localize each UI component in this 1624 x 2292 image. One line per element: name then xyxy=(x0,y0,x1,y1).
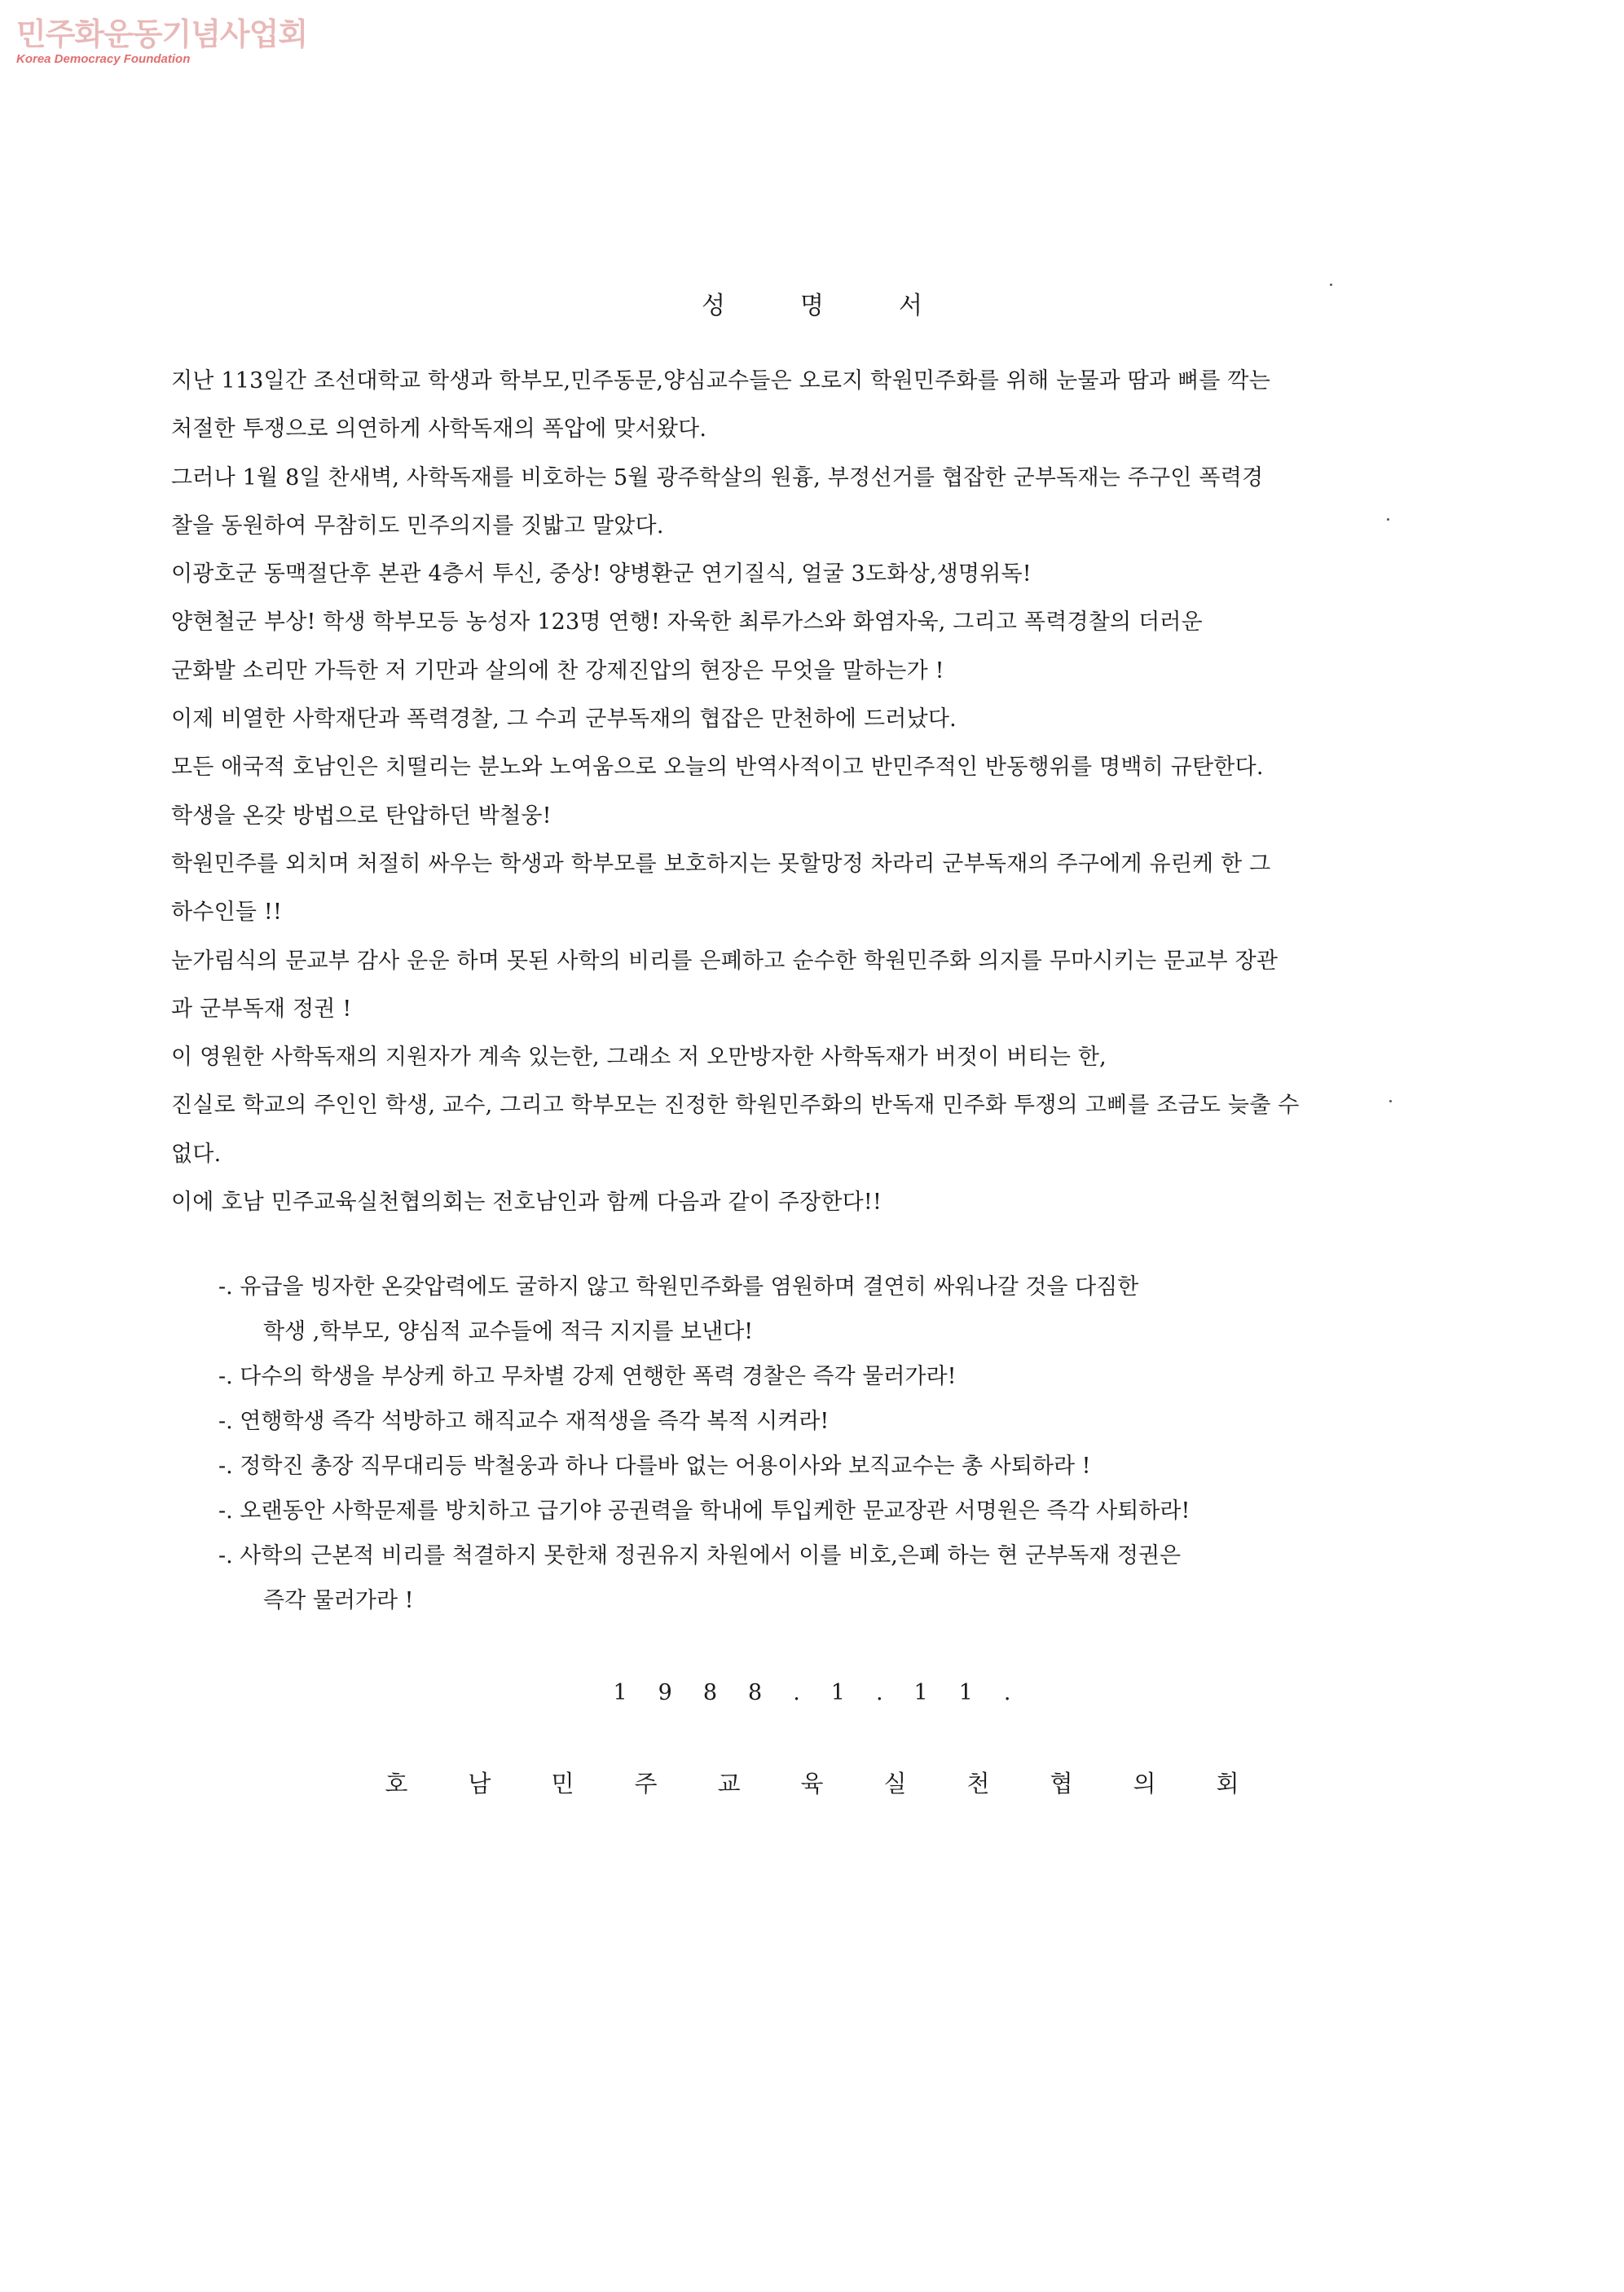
body-line: 모든 애국적 호남인은 치떨리는 분노와 노여움으로 오늘의 반역사적이고 반민주적인 반동행위를 명백히 규탄한다. xyxy=(171,754,1264,781)
foundation-watermark xyxy=(16,16,308,67)
body-line: 양현철군 부상! 학생 학부모등 농성자 123명 연행! 자욱한 최루가스와 화염자욱, 그리고 폭력경찰의 더러운 xyxy=(171,609,1203,636)
body-line: 군화발 소리만 가득한 저 기만과 살의에 찬 강제진압의 현장은 무엇을 말하는가 ! xyxy=(171,658,944,684)
body-line: 없다. xyxy=(171,1141,222,1167)
body-line: 눈가림식의 문교부 감사 운운 하며 못된 사학의 비리를 은폐하고 순수한 학원민주화 의지를 무마시키는 문교부 장관 xyxy=(171,948,1279,974)
body-line: 학생을 온갖 방법으로 탄압하던 박철웅! xyxy=(171,803,552,829)
watermark-korean: 민주화운동기념사업회 xyxy=(16,16,308,52)
demand-text: -. 연행학생 즉각 석방하고 해직교수 재적생을 즉각 복적 시켜라! xyxy=(218,1409,830,1434)
body-line: 이광호군 동맥절단후 본관 4층서 투신, 중상! 양병환군 연기질식, 얼굴 3도화상,생명위독! xyxy=(171,561,1032,587)
demand-item xyxy=(218,1265,1375,1354)
demand-continuation: 즉각 물러가라 ! xyxy=(263,1588,414,1613)
statement-body xyxy=(171,357,1426,1226)
body-line: 과 군부독재 정권 ! xyxy=(171,996,352,1022)
body-line: 이에 호남 민주교육실천협의회는 전호남인과 함께 다음과 같이 주장한다!! xyxy=(171,1190,882,1216)
demand-item xyxy=(218,1399,1375,1444)
demands-list xyxy=(218,1265,1375,1623)
signatory-organization: 호남민주교육실천협의회 xyxy=(385,1770,1300,1797)
demand-item xyxy=(218,1489,1375,1533)
body-line: 지난 113일간 조선대학교 학생과 학부모,민주동문,양심교수들은 오로지 학원민주화를 위해 눈물과 땀과 뼈를 깍는 xyxy=(171,368,1270,394)
demand-text: -. 정학진 총장 직무대리등 박철웅과 하나 다를바 없는 어용이사와 보직교수는 총 사퇴하라 ! xyxy=(218,1454,1091,1479)
document-date: 1988.1.11. xyxy=(613,1680,1042,1705)
document-title: 성명서 xyxy=(702,292,997,320)
demand-item xyxy=(218,1444,1375,1489)
demand-text: -. 오랜동안 사학문제를 방치하고 급기야 공권력을 학내에 투입케한 문교장관 서명원은 즉각 사퇴하라! xyxy=(218,1498,1190,1524)
demand-text: -. 다수의 학생을 부상케 하고 무차별 강제 연행한 폭력 경찰은 즉각 물러가라! xyxy=(218,1364,957,1389)
body-line: 이 영원한 사학독재의 지원자가 계속 있는한, 그래소 저 오만방자한 사학독재가 버젓이 버티는 한, xyxy=(171,1045,1107,1071)
demand-item xyxy=(218,1533,1375,1623)
scan-speck xyxy=(1330,284,1332,286)
scan-speck xyxy=(1389,1100,1392,1102)
body-line: 처절한 투쟁으로 의연하게 사학독재의 폭압에 맞서왔다. xyxy=(171,416,707,442)
body-line: 하수인들 !! xyxy=(171,900,283,926)
scan-speck xyxy=(1387,518,1389,521)
demand-text: -. 사학의 근본적 비리를 척결하지 못한채 정권유지 차원에서 이를 비호,은폐 하는 현 군부독재 정권은 xyxy=(218,1543,1182,1568)
body-line: 이제 비열한 사학재단과 폭력경찰, 그 수괴 군부독재의 협잡은 만천하에 드러났다. xyxy=(171,706,957,732)
demand-text: -. 유급을 빙자한 온갖압력에도 굴하지 않고 학원민주화를 염원하며 결연히 싸워나갈 것을 다짐한 xyxy=(218,1274,1139,1300)
demand-continuation: 학생 ,학부모, 양심적 교수들에 적극 지지를 보낸다! xyxy=(263,1319,754,1344)
body-line: 진실로 학교의 주인인 학생, 교수, 그리고 학부모는 진정한 학원민주화의 반독재 민주화 투쟁의 고삐를 조금도 늦출 수 xyxy=(171,1093,1300,1119)
demand-item xyxy=(218,1354,1375,1399)
body-line: 학원민주를 외치며 처절히 싸우는 학생과 학부모를 보호하지는 못할망정 차라리 군부독재의 주구에게 유린케 한 그 xyxy=(171,851,1271,877)
watermark-english: Korea Democracy Foundation xyxy=(16,52,191,66)
body-line: 그러나 1월 8일 찬새벽, 사학독재를 비호하는 5월 광주학살의 원흉, 부정선거를 협잡한 군부독재는 주구인 폭력경 xyxy=(171,464,1264,491)
body-line: 찰을 동원하여 무참히도 민주의지를 짓밟고 말았다. xyxy=(171,513,664,539)
